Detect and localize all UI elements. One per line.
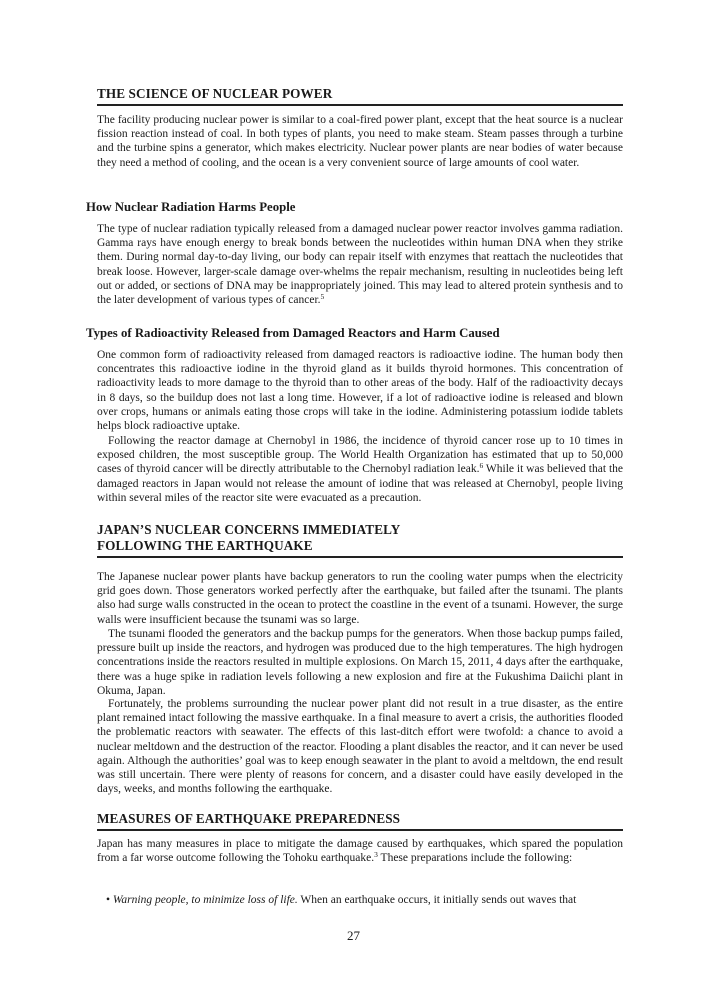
- section-title-concerns-line2: FOLLOWING THE EARTHQUAKE: [97, 538, 313, 553]
- paragraph-radiation-harm: [97, 222, 623, 307]
- footnote-ref-3: 3: [374, 850, 378, 860]
- paragraph-chernobyl-text-a: Following the reactor damage at Chernobyl in 1986, the incidence of thyroid cancer rose up to 10 times in exposed children, the most susceptible group. The World Health Organization has estimated that up to 50,000 cases of thyroid cancer will be directly attributable to the Chernobyl radiation leak.: [97, 435, 623, 476]
- section-title-concerns-line1: JAPAN’S NUCLEAR CONCERNS IMMEDIATELY: [97, 522, 401, 537]
- paragraph-chernobyl: [97, 434, 623, 505]
- paragraph-chernobyl-text-b: While it was believed that the damaged reactors in Japan would not release the amount of iodine that was released at Chernobyl, people living within several miles of the reactor site were evacuated as a precaution.: [97, 463, 623, 504]
- list-item-warning: [106, 893, 623, 907]
- footnote-ref-6: 6: [479, 461, 484, 471]
- paragraph-science: The facility producing nuclear power is similar to a coal-fired power plant, except that the heat source is a nuclear fission reaction instead of coal. In both types of plants, you need to make steam. Steam passes through a turbine and the turbine spins a generator, which makes electricity. Nuclear power plants are near bodies of water because they need a method of cooling, and the ocean is a very convenient source of large amounts of cool water.: [97, 114, 623, 169]
- section-title-science: THE SCIENCE OF NUCLEAR POWER: [97, 86, 623, 106]
- paragraph-measures-text-a: Japan has many measures in place to mitigate the damage caused by earthquakes, which spared the population from a far worse outcome following the Tohoku earthquake.: [97, 838, 623, 865]
- paragraph-radiation-harm-text: The type of nuclear radiation typically released from a damaged nuclear power reactor involves gamma radiation. Gamma rays have enough energy to break bonds between the nucleotides within human DNA when they strike them. During normal day-to-day living, our body can repair itself with enzymes that reattach the nucleotides that break loose. However, larger-scale damage over-whelms the repair mechanism, resulting in nucleotides being left out or added, or sections of DNA may be inappropriately joined. This may lead to altered protein synthesis and to the later development of various types of cancer.: [97, 223, 623, 307]
- bullet-italic-lead: Warning people, to minimize loss of life.: [112, 894, 298, 906]
- footnote-ref-5: 5: [320, 292, 325, 302]
- subtitle-radioactivity-types: Types of Radioactivity Released from Damaged Reactors and Harm Caused: [86, 326, 500, 340]
- page-number: 27: [347, 928, 360, 943]
- paragraph-tsunami-flood: The tsunami flooded the generators and the backup pumps for the generators. When those backup pumps failed, pressure built up inside the reactors, and hydrogen was produced due to the high temperatures. The high hydrogen concentrations inside the reactors resulted in multiple explosions. On March 15, 2011, 4 days after the earthquake, there was a huge spike in radiation levels following a new explosion and fire at the Fukushima Daiichi plant in Okuma, Japan.: [97, 628, 623, 697]
- paragraph-measures-text-b: These preparations include the following:: [377, 852, 573, 865]
- paragraph-iodine: One common form of radioactivity released from damaged reactors is radioactive iodine. The human body then concentrates this radioactive iodine in the thyroid gland as it builds thyroid hormones. This concentration of radioactivity leads to more damage to the thyroid than to other areas of the body. Half of the radioactivity decays in 8 days, so the buildup does not last a long time. However, if a lot of radioactive iodine is released and blown over crops, humans or animals eating those crops will take in the iodine. Administering potassium iodide tablets helps block radioactive uptake.: [97, 349, 623, 433]
- bullet-text: When an earthquake occurs, it initially sends out waves that: [297, 894, 577, 906]
- paragraph-backup-generators: The Japanese nuclear power plants have backup generators to run the cooling water pumps when the electricity grid goes down. Those generators worked perfectly after the earthquake, but failed after the tsunami. The plants also had surge walls constructed in the ocean to protect the coastline in the event of a tsunami. However, the surge walls were insufficient because the tsunami was so large.: [97, 571, 623, 626]
- bullet-marker: •: [106, 894, 111, 906]
- section-title-concerns: [97, 522, 623, 558]
- paragraph-seawater: Fortunately, the problems surrounding the nuclear power plant did not result in a true disaster, as the entire plant remained intact following the massive earthquake. In a final measure to avert a crisis, the authorities flooded the problematic reactors with seawater. The effects of this last-ditch effort were twofold: a chance to avoid a nuclear meltdown and the destruction of the reactor. Flooding a plant disables the reactor, and it can never be used again. Although the authorities’ goal was to keep enough seawater in the plant to avoid a meltdown, the end result was still uncertain. There were plenty of reasons for concern, and a disaster could have easily developed in the days, weeks, and months following the earthquake.: [97, 698, 623, 796]
- section-title-measures: MEASURES OF EARTHQUAKE PREPAREDNESS: [97, 811, 623, 831]
- subtitle-radiation-harm: How Nuclear Radiation Harms People: [86, 200, 296, 214]
- paragraph-measures: [97, 837, 623, 865]
